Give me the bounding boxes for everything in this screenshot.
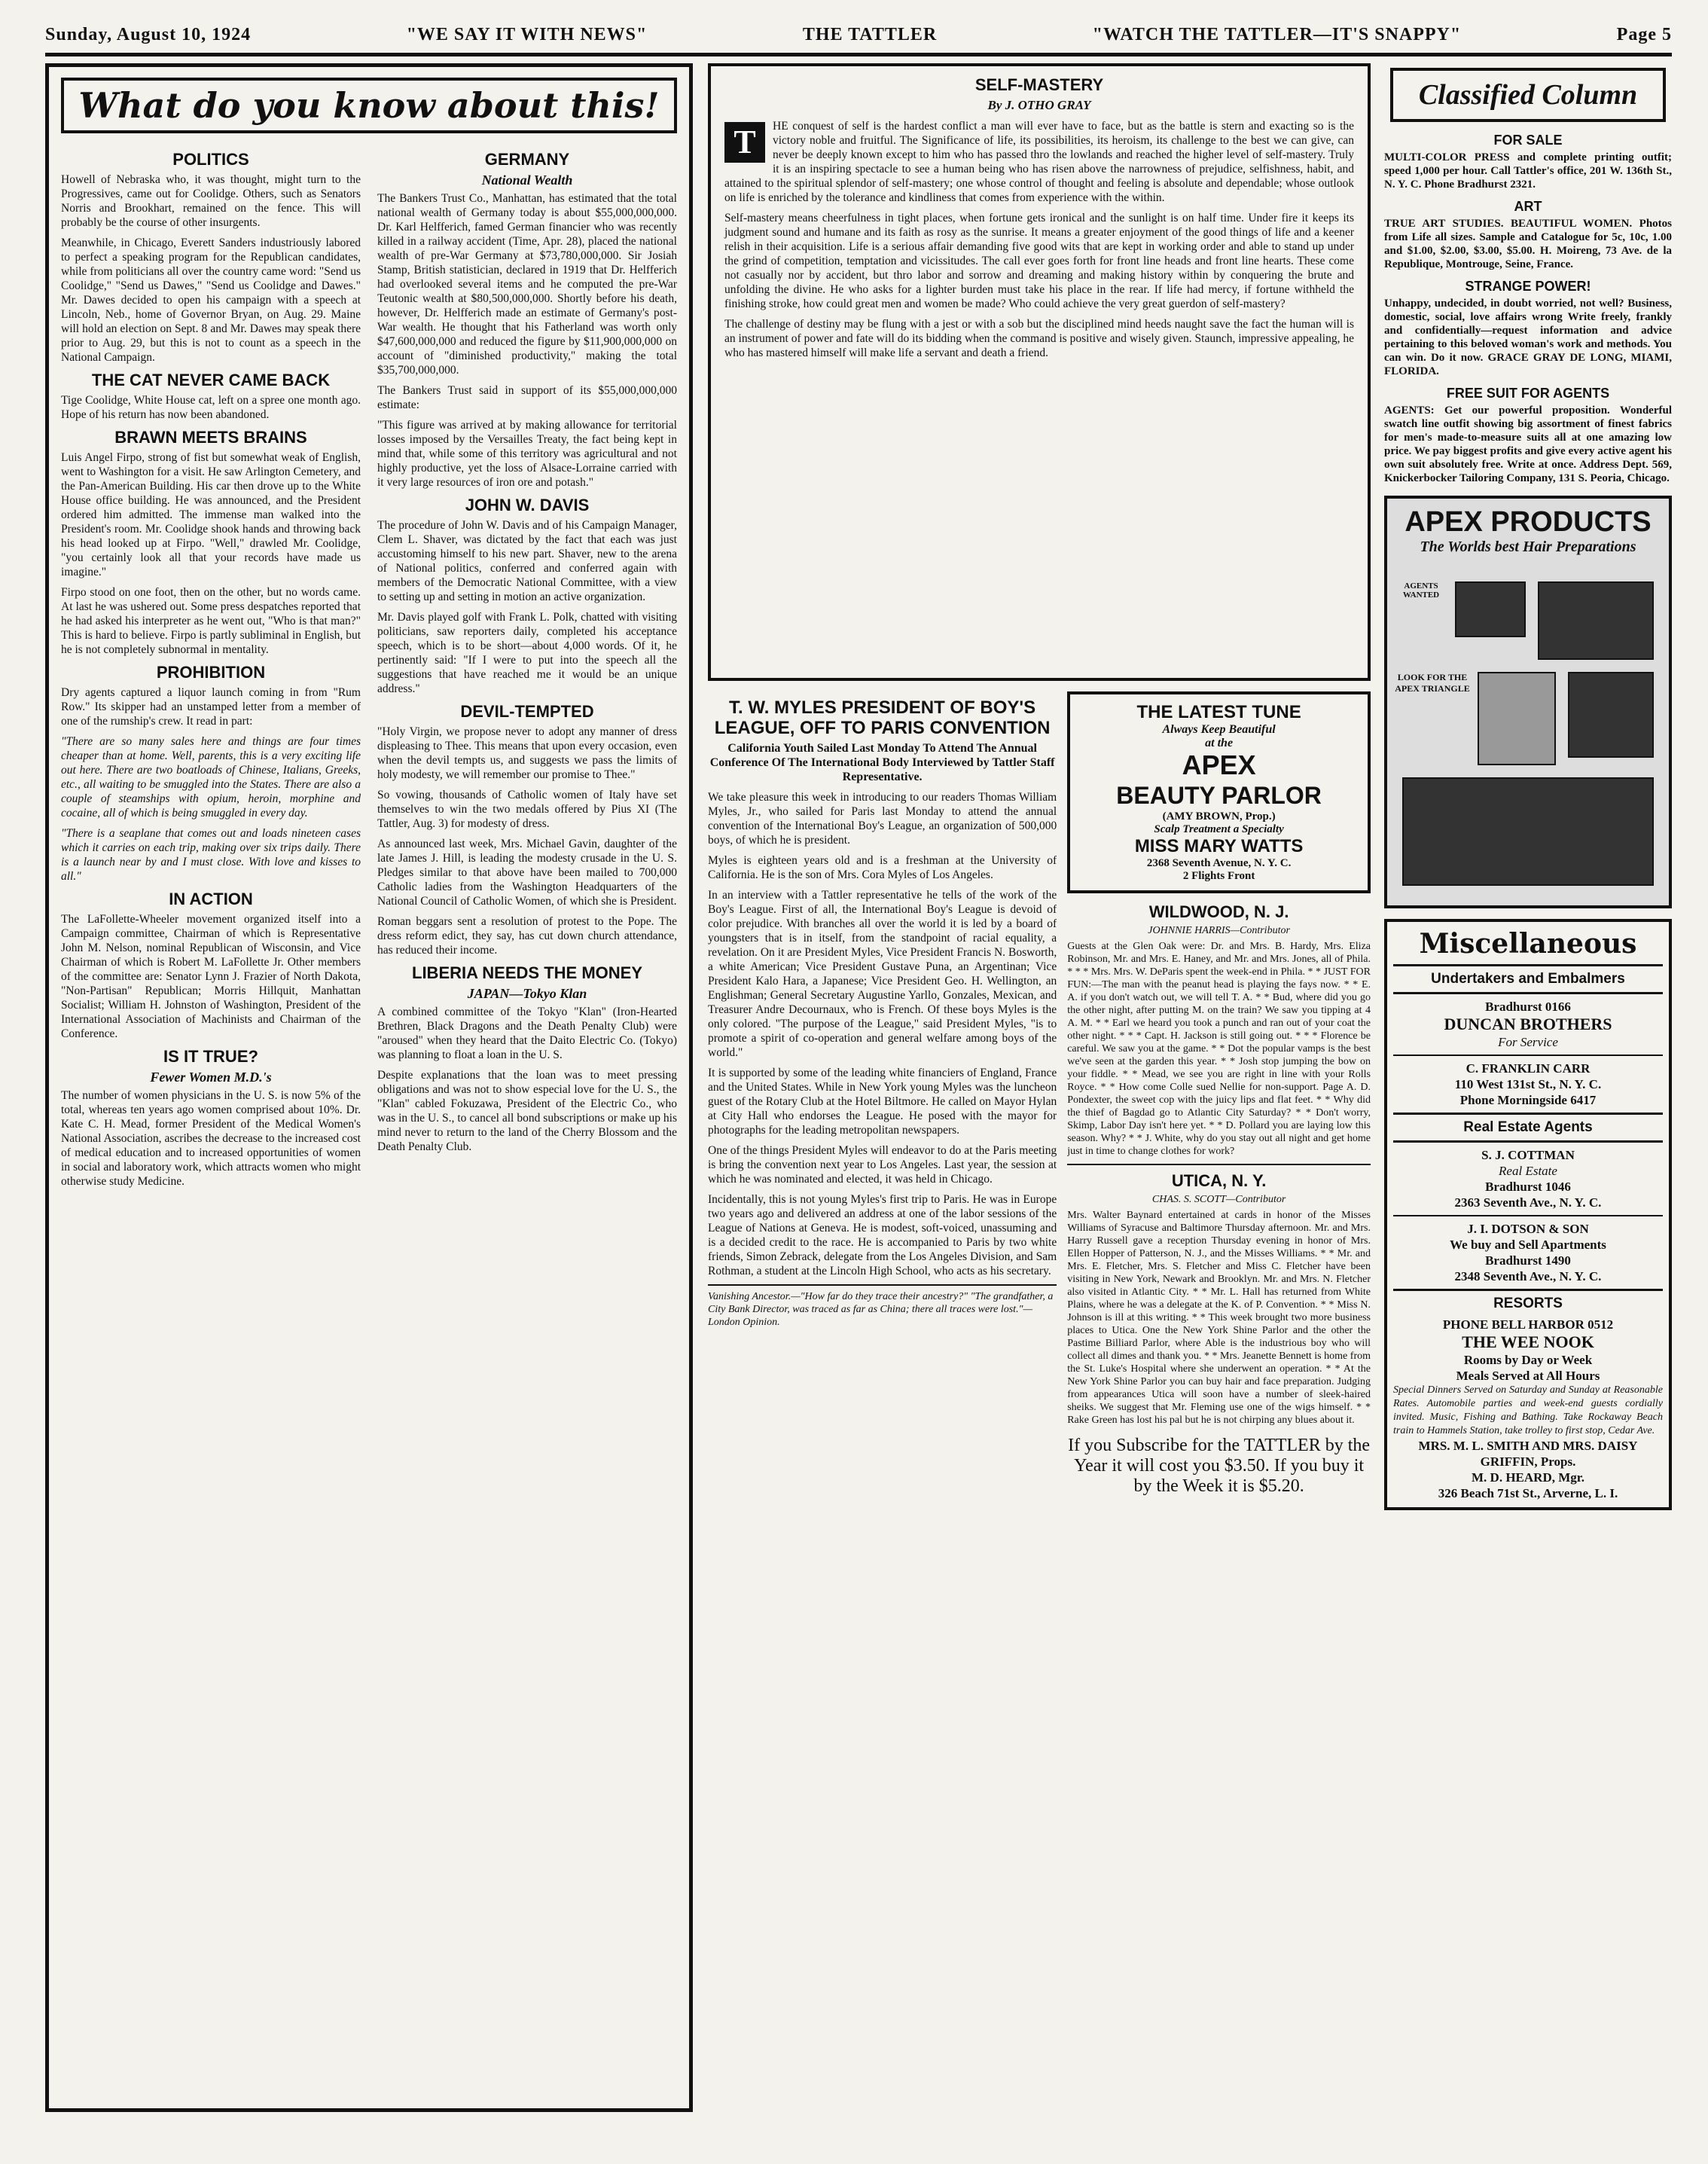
header-paper-name: THE TATTLER [802, 24, 938, 44]
listing-line: 2348 Seventh Ave., N. Y. C. [1454, 1269, 1602, 1283]
wee-nook-text: Special Dinners Served on Saturday and Sunday at Reasonable Rates. Automobile parties and week-end guests cordially invited. Music, Fishing and Bathing. Take Rockaway Beach train to Hammels Station, take trolley to first stop, Cedar Ave. [1393, 1384, 1663, 1436]
listing-line: Rooms by Day or Week [1463, 1353, 1593, 1367]
dropcap-letter: T [724, 122, 765, 163]
apex-products-title: APEX PRODUCTS [1405, 506, 1652, 538]
listing-line: 110 West 131st St., N. Y. C. [1454, 1077, 1602, 1091]
utica-heading: UTICA, N. Y. [1171, 1171, 1267, 1190]
cat-heading: THE CAT NEVER CAME BACK [91, 371, 331, 389]
society-column [1067, 691, 1371, 2017]
apex-beauty-parlor-ad [1067, 691, 1371, 893]
myles-headline: T. W. MYLES PRESIDENT OF BOY'S LEAGUE, OFF TO PARIS CONVENTION [714, 697, 1051, 738]
undertakers-heading: Undertakers and Embalmers [1393, 966, 1663, 994]
cat-text: Tige Coolidge, White House cat, left on a spree one month ago. Hope of his return has now been abandoned. [61, 394, 361, 421]
listing-line: Meals Served at All Hours [1456, 1369, 1600, 1383]
brawn-text: Firpo stood on one foot, then on the other, but no words came. At last he was ushered out. Some press despatches reported that he had asked his interpreter as he went out, "Who is that man?" This is hard to believe. Firpo is partly subliminal in English, but he is not completely subnormal in mentality. [61, 586, 361, 656]
subscription-notice: If you Subscribe for the TATTLER by the Year it will cost you $3.50. If you buy it by the Week it is $5.20. [1068, 1436, 1371, 1496]
myles-text: We take pleasure this week in introducing to our readers Thomas William Myles, Jr., who sailed for Paris last Monday to attend the annual convention of the International Boy's League, an organization of 500,000 boys, of which he is president. [708, 791, 1057, 847]
myles-deck: California Youth Sailed Last Monday To Attend The Annual Conference Of The International Body Interviewed by Tattler Staff Representative. [709, 742, 1055, 783]
classified-column [1384, 63, 1672, 2112]
strange-power-text: Unhappy, undecided, in doubt worried, not well? Business, domestic, social, love affairs wrong Write freely, frankly and confidentially—request information and advice pertaining to this beloved woman's work and methods. You can win. Do it now. GRACE GRAY DE LONG, MIAMI, FLORIDA. [1384, 298, 1672, 377]
what-do-you-know-section [45, 63, 693, 2112]
miscellaneous-section [1384, 919, 1672, 1510]
agents-wanted-label: AGENTS WANTED [1402, 581, 1440, 600]
header-date: Sunday, August 10, 1924 [45, 24, 252, 44]
listing-line: Real Estate [1499, 1164, 1557, 1178]
listing-line: We buy and Sell Apartments [1450, 1238, 1606, 1252]
vanishing-ancestor-joke: Vanishing Ancestor.—"How far do they trace their ancestry?" "The grandfather, a City Bank Director, was traced as far as China; there all traces were lost."—London Opinion. [708, 1284, 1057, 1329]
woman-portrait-image [1478, 672, 1556, 765]
brawn-text: Luis Angel Firpo, strong of fist but somewhat weak of English, went to Washington for a visit. He saw Arlington Cemetery, and the Pan-American Building. His car then drove up to the White House office building. He was announced, and the President ordered him admitted. The immense man walked into the President's room. Mr. Coolidge shook hands and throwing back his head looked up at Firpo. "Well," drawled Mr. Coolidge, "you certainly look all that your records have made us imagine." [61, 451, 361, 578]
listing-line: Bradhurst 1490 [1485, 1253, 1571, 1268]
for-sale-heading: FOR SALE [1493, 133, 1563, 148]
germany-text: The Bankers Trust said in support of its $55,000,000,000 estimate: [377, 384, 677, 411]
self-mastery-text: Self-mastery means cheerfulness in tight places, when fortune gets ironical and the sunlight is on half time. Under fire it keeps its judgment sound and humane and its faith as rosy as the sunrise. It means a greater enjoyment of the good things of life and a keener relish in their acquisition. Life is a serious affair demanding five good wits that are kept in working order and able to stand up under the grind of competition, temptation and vicissitudes. The call ever goes forth for front line heads and front line hearts. These come not casually nor by accident, but thro labor and sorrow and dreaming and making history within by conquering the brute and unfolding the divine. He who asks for a lighter burden must take his place in the rear. If life had mercy, if fortune withheld the finishing stroke, how could great men and women be made? Who could achieve the very great guerdon of self-mastery? [724, 212, 1354, 310]
self-mastery-text: HE conquest of self is the hardest conflict a man will ever have to face, but as the battle is stern and exacting so is the victory noble and fruitful. The Significance of life, its possibilities, its heroism, its challenge to the best we can give, can never be deeply known except to him who has passed thro the lowlands and reached the higher level of self-mastery. Truly it is an inspiring spectacle to see a human being who has risen above the narrowness of prejudice, selfishness, habit, and attained to the spiritual splendor of self-mastery; one whose control of thought and feeling is absolute and dependable; whose outlook on life is enriched by the tolerance and kindliness that comes from experience with the within. [724, 120, 1354, 204]
page-header [45, 17, 1672, 56]
myles-article [708, 691, 1057, 2017]
prohibition-text: Dry agents captured a liquor launch coming in from "Rum Row." Its skipper had an unstamped letter from a member of one of the rumship's crew. It read in part: [61, 686, 361, 728]
resorts-heading: RESORTS [1493, 1296, 1563, 1311]
listing-line: 326 Beach 71st St., Arverne, L. I. [1438, 1486, 1618, 1500]
listing-line: Bradhurst 0166 [1485, 1000, 1571, 1014]
newspaper-page [45, 17, 1672, 2126]
listing-line: S. J. COTTMAN [1481, 1148, 1575, 1162]
column-a-right [377, 144, 677, 2072]
davis-heading: JOHN W. DAVIS [465, 496, 590, 514]
product-display-image [1402, 777, 1654, 886]
header-page-number: Page 5 [1616, 24, 1672, 44]
product-image [1538, 581, 1654, 660]
ad-line: MISS MARY WATTS [1134, 836, 1304, 856]
germany-text: "This figure was arrived at by making allowance for territorial losses imposed by the Versailles Treaty, the fact being kept in mind that, while some of this territory was agricultural and not highly productive, yet the loss of Alsace-Lorraine carried with it very large resources of iron ore and potash." [377, 419, 677, 489]
header-motto-left: "WE SAY IT WITH NEWS" [406, 24, 648, 44]
self-mastery-article [708, 63, 1371, 681]
ad-line: APEX [1182, 749, 1256, 780]
listing-line: Bradhurst 1046 [1485, 1180, 1571, 1194]
ad-line: Scalp Treatment a Specialty [1154, 823, 1284, 835]
myles-text: One of the things President Myles will endeavor to do at the Paris meeting is bring the convention next year to Los Angeles. Last year, the session at which he was nominated and elected, it was held in Chicago. [708, 1144, 1057, 1186]
for-sale-text: MULTI-COLOR PRESS and complete printing outfit; speed 1,000 per hour. Call Tattler's office, 201 W. 136th St., N. Y. C. Phone Bradhurst 2321. [1384, 151, 1672, 191]
misc-title: Miscellaneous [1393, 928, 1663, 966]
devil-text: "Holy Virgin, we propose never to adopt any manner of dress displeasing to Thee. This means that upon every occasion, even when the devil tempts us, and suggests we pass the limits of holy modesty, we will remember our promise to Thee." [377, 725, 677, 781]
liberia-heading: LIBERIA NEEDS THE MONEY [412, 963, 642, 982]
wildwood-text: Guests at the Glen Oak were: Dr. and Mrs. B. Hardy, Mrs. Eliza Robinson, Mr. and Mrs. E. Haney, and Mr. and Mrs. Jones, all of Phila. * * * Mrs. Mrs. W. DeParis spent the week-end in Phila. * * JUST FOR FUN:—The man with the peanut head is playing the fays now. * * E. A. if you don't watch out, we will tell T. A. * * Bud, where did you go the other night, after putting M. on the train? We saw you tipping at 4 A. M. * * Earl we heard you took a punch and ran out of your coat the other night. * * * Capt. H. Jackson is still going out. * * * Florence be careful. We saw you at the game. * * Dot the popular vamps is the best we've seen at the garden this year. * * Josh stop jumping the bow on your fiddle. * * Mead, we see you are right in line with your Rolls Royce. * * How come Colle sued Nellie for non-support. Page A. D. Pondexter, the sweet cop with the juicy lips and flat feet. * * Why did the thief of Bagdad go to Atlantic City Saturday? * * Don't worry, Skimp, Labor Day isn't here yet. * * D. Pollard you are laying low this season. Why? * * J. White, why do you stay out all night and get home just in time to change clothes for work? [1067, 941, 1371, 1157]
ad-line: 2 Flights Front [1182, 870, 1255, 882]
japan-text: Despite explanations that the loan was to meet pressing obligations and was not to show especial love for the U. S., the "Klan" cabled Fokuzawa, President of the Electric Co., who was in the U. S., to cancel all bond subscriptions or make up his mind never to return to the land of the Cherry Blossom and the Death Penalty Club. [377, 1069, 677, 1153]
listing-line: 2363 Seventh Ave., N. Y. C. [1454, 1195, 1602, 1210]
apex-triangle-label: LOOK FOR THE APEX TRIANGLE [1395, 672, 1470, 694]
ad-line: (AMY BROWN, Prop.) [1162, 810, 1276, 823]
self-mastery-byline: By J. OTHO GRAY [987, 98, 1091, 112]
ad-line: THE LATEST TUNE [1136, 702, 1301, 722]
myles-text: Myles is eighteen years old and is a freshman at the University of California. He is the son of Mrs. Cora Myles of Los Angeles. [708, 854, 1057, 881]
utica-contributor: CHAS. S. SCOTT—Contributor [1151, 1194, 1286, 1205]
listing-line: Phone Morningside 6417 [1459, 1093, 1597, 1107]
prohibition-heading: PROHIBITION [156, 663, 266, 682]
prohibition-letter: "There is a seaplane that comes out and loads nineteen cases which it carries on each trip, making over six trips daily. There is a launch near by and I must close. With love and kisses to all." [61, 827, 361, 883]
apex-products-tagline: The Worlds best Hair Preparations [1420, 539, 1636, 555]
prohibition-letter: "There are so many sales here and things are four times cheaper than at home. Well, parents, this is a very exciting life out here. There are two boatloads of Chinese, Italians, Greeks, etc., all waiting to be smuggled into the States. There are also a couple of steamships with opium, heroin, morphine and cocaine, all of which is being smuggled in every day. [61, 735, 361, 820]
section-banner: What do you know about this! [61, 78, 677, 133]
japan-text: A combined committee of the Tokyo "Klan" (Iron-Hearted Brethren, Black Dragons and the Death Penalty Club) were "aroused" when they heard that the Daito Electric Co. (Tokyo) was planning to float a loan in the U. S. [377, 1006, 677, 1061]
listing-line: M. D. HEARD, Mgr. [1472, 1470, 1584, 1485]
listing-line: DUNCAN BROTHERS [1444, 1015, 1612, 1033]
politics-text: Meanwhile, in Chicago, Everett Sanders industriously labored to perfect a speaking program for the Republican candidates, while from politicians all over the country came word: "Send us Coolidge," "Send us Dawes," "Send us Coolidge and Dawes." Mr. Dawes decided to open his campaign with a speech at Lincoln, Neb., home of Governor Bryan, on Aug. 29. Maine will hold an election on Sept. 8 and Mr. Dawes may speak there prior to Aug. 29, but this is not to count as a speech in the National Campaign. [61, 237, 361, 364]
japan-subheading: JAPAN—Tokyo Klan [467, 986, 587, 1001]
listing-line: For Service [1498, 1035, 1558, 1049]
ad-line: Always Keep Beautiful [1162, 723, 1276, 736]
politics-heading: POLITICS [172, 150, 249, 169]
free-suit-text: AGENTS: Get our powerful proposition. Wonderful swatch line outfit showing big assortment of finest fabrics for men's made-to-measure suits all at one amazing low price. We pay biggest profits and give every active agent his own suit absolutely free. Write at once. Address Dept. 569, Knickerbocker Tailoring Company, 131 S. Peoria, Chicago. [1384, 404, 1672, 484]
politics-text: Howell of Nebraska who, it was thought, might turn to the Progressives, came out for Coolidge. Others, such as Senators Norris and Brookhart, remained on the fence. This will probably be the course of other insurgents. [61, 173, 361, 229]
wildwood-contributor: JOHNNIE HARRIS—Contributor [1148, 925, 1290, 936]
real-estate-heading: Real Estate Agents [1393, 1115, 1663, 1143]
wildwood-heading: WILDWOOD, N. J. [1148, 902, 1289, 921]
self-mastery-title: SELF-MASTERY [974, 75, 1104, 94]
brawn-heading: BRAWN MEETS BRAINS [114, 428, 307, 447]
wee-nook-name: THE WEE NOOK [1462, 1332, 1594, 1351]
myles-text: It is supported by some of the leading white financiers of England, France and the United States. While in New York young Myles was the luncheon guest of the Rotary Club at the Hotel Biltmore. He called on Mayor Hylan at City Hall who endorses the League. He posed with the mayor for photographs for the leading metropolitan newspapers. [708, 1067, 1057, 1137]
davis-text: The procedure of John W. Davis and of his Campaign Manager, Clem L. Shaver, was dictated by the fact that each was just accustoming himself to his new part. Shaver, new to the arena of National politics, conferred and conferred again with members of the Democratic National Committee, with a view to setting up and setting in motion an active organization. [377, 519, 677, 603]
self-mastery-text: The challenge of destiny may be flung with a jest or with a sob but the disciplined mind heeds naught save the fact the human will is an instrument of power and fate will do its bidding when the command is positive and wisely given. Staunch, impressive appealing, he who has mastered himself will make life a servant and death a friend. [724, 318, 1354, 359]
in-action-heading: IN ACTION [169, 890, 253, 908]
devil-text: Roman beggars sent a resolution of protest to the Pope. The dress reform edict, they say, has cut down church attendance, has reduced their income. [377, 915, 677, 957]
is-it-true-heading: IS IT TRUE? [163, 1047, 258, 1066]
column-a-left [61, 144, 361, 2072]
in-action-text: The LaFollette-Wheeler movement organized itself into a Campaign committee, Chairman of which is Representative John M. Nelson, nominal Republican of Wisconsin, and Vice Chairman of which is Robert M. LaFollette Jr. Other members of the committee are: Senator Lynn J. Frazier of North Dakota, "Non-Partisan" Republican; Morris Hillquit, Manhattan Socialist; William H. Johnston of Washington, President of the International Association of Machinists and Chairman of the Conference. [61, 913, 361, 1040]
germany-heading: GERMANY [484, 150, 570, 169]
listing-line: PHONE BELL HARBOR 0512 [1442, 1317, 1614, 1332]
myles-text: Incidentally, this is not young Myles's first trip to Paris. He was in Europe two years ago and delivered an address at one of the labor sessions of the League of Nations at Geneva. He is modest, soft-voiced, unassuming and is a decided credit to the race. He is accompanied to Paris by two white friends, Simon Zebrack, delegate from the Los Angeles Division, and Sam Rothman, a student at the Lincoln High School, who acts as his secretary. [708, 1193, 1057, 1277]
art-heading: ART [1514, 199, 1542, 214]
devil-text: As announced last week, Mrs. Michael Gavin, daughter of the late James J. Hill, is leading the modesty crusade in the U. S. Pledges similar to that above have been mailed to 700,000 Catholic ladies from the Washington Headquarters of the National Council of Catholic Women, of which she is President. [377, 838, 677, 908]
apex-products-ad [1384, 496, 1672, 908]
devil-text: So vowing, thousands of Catholic women of Italy have set themselves to win the two medals offered by Pius XI (The Tattler, Aug. 3) for modesty of dress. [377, 789, 677, 830]
center-column [708, 63, 1371, 2112]
listing-line: C. FRANKLIN CARR [1466, 1061, 1591, 1076]
ad-line: at the [1205, 737, 1234, 749]
devil-heading: DEVIL-TEMPTED [460, 702, 594, 721]
strange-power-heading: STRANGE POWER! [1465, 279, 1591, 294]
product-image [1568, 672, 1654, 758]
germany-text: The Bankers Trust Co., Manhattan, has estimated that the total national wealth of Germany today is about $55,000,000,000. Dr. Karl Helfferich, famed German financier who was recently killed in a railway accident (Time, Apr. 28), placed the national wealth of pre-War Germany at $73,780,000,000. Sir Josiah Stamp, British statistician, declared in 1919 that Dr. Helfferich had overlooked several items and he computed the pre-War Teutonic wealth at $80,500,000,000. Shortly before his death, however, Dr. Helfferich made an estimate of Germany's post-War wealth. He thought that his Fatherland was worth only $47,600,000,000 and reduced the figure by $11,900,000,000 on account of "diminished productivity," making the total $35,700,000,000. [377, 192, 677, 377]
product-image [1455, 581, 1526, 637]
is-it-true-subheading: Fewer Women M.D.'s [150, 1070, 272, 1085]
utica-text: Mrs. Walter Baynard entertained at cards in honor of the Misses Williams of Syracuse and Baltimore Thursday afternoon. Mr. and Mrs. Harry Russell gave a reception Thursday evening in honor of Mrs. Ellen Hopper of Patterson, N. J., and the Misses Williams. * * Mr. and Mrs. E. Fletcher, Mrs. S. Fletcher and Miss C. Fletcher have been visiting in New York, Newark and Brooklyn. Mr. and Mrs. N. Fletcher also visited in Atlantic City. * * Mr. L. Hall has returned from White Plains, where he was a delegate at the K. of P. Convention. * * Miss N. Johnson is ill at this writing. * * This week brought two more business places to Utica. One the New York Shine Parlor and the other the Pastime Billiard Parlor, where Able is the industrious boy who will collect all dimes and thank you. * * Mrs. Jeanette Bennett is home from the St. Luke's Hospital where she underwent an operation. * * At the New York Shine Parlor you can buy hair and face preparation. Judging from appearances Utica will soon have a number of sleek-haired sheiks. We suggest that Mr. Fleming use one of the wigs himself. * * Rake Green has lost his pal but he is not chirping any blues about it. [1067, 1210, 1371, 1426]
ad-line: 2368 Seventh Avenue, N. Y. C. [1146, 857, 1292, 869]
germany-subheading: National Wealth [481, 172, 573, 188]
free-suit-heading: FREE SUIT FOR AGENTS [1446, 386, 1610, 401]
is-it-true-text: The number of women physicians in the U. S. is now 5% of the total, whereas ten years ago women comprised about 10%. Dr. Kate C. H. Mead, former President of the Medical Women's National Association, ascribes the decrease to the increased cost of medical education and to increased opportunities of women in social and laboratory work, which attracts women who might otherwise study Medicine. [61, 1089, 361, 1188]
davis-text: Mr. Davis played golf with Frank L. Polk, chatted with visiting politicians, saw reporters daily, completed his acceptance speech, which is to be short—about 4,000 words. Of it, he pertinently said: "If I were to put into the speech all the suggestions that have reached me it would be an unique address." [377, 611, 677, 695]
listing-line: MRS. M. L. SMITH AND MRS. DAISY GRIFFIN, Props. [1418, 1439, 1638, 1469]
ad-line: BEAUTY PARLOR [1116, 782, 1322, 809]
classified-title: Classified Column [1390, 68, 1666, 122]
listing-line: J. I. DOTSON & SON [1467, 1222, 1589, 1236]
header-motto-right: "WATCH THE TATTLER—IT'S SNAPPY" [1092, 24, 1462, 44]
art-text: TRUE ART STUDIES. BEAUTIFUL WOMEN. Photos from Life all sizes. Sample and Catalogue for 5c, 10c, 1.00 and $1.00, $2.00, $3.00, $5.00. H. Moireng, 73 Ave. de la Republique, Montrouge, Seine, France. [1384, 218, 1672, 270]
myles-text: In an interview with a Tattler representative he tells of the work of the Boy's League. First of all, the International Boy's League is devoid of color prejudice. With branches all over the world it is led by a board of youngsters that is in itself, from the standpoint of racial equality, a revelation. On it are President Myles, Vice President Francis N. Bosworth, a white American; Vice President Gustave Puna, an Argentinan; Vice President Kalo Hara, a Japanese; Vice President Geo. H. Wellington, an Englishman; General Secretary Augustine Yarllo, Gonzales, Mexican, and Treasurer Andre Decournaux, who is French. Of these boys Myles is the only colored. "The purpose of the League," said President Myles, "is to promote a spirit of co-operation and general welfare among boys of the world." [708, 889, 1057, 1059]
